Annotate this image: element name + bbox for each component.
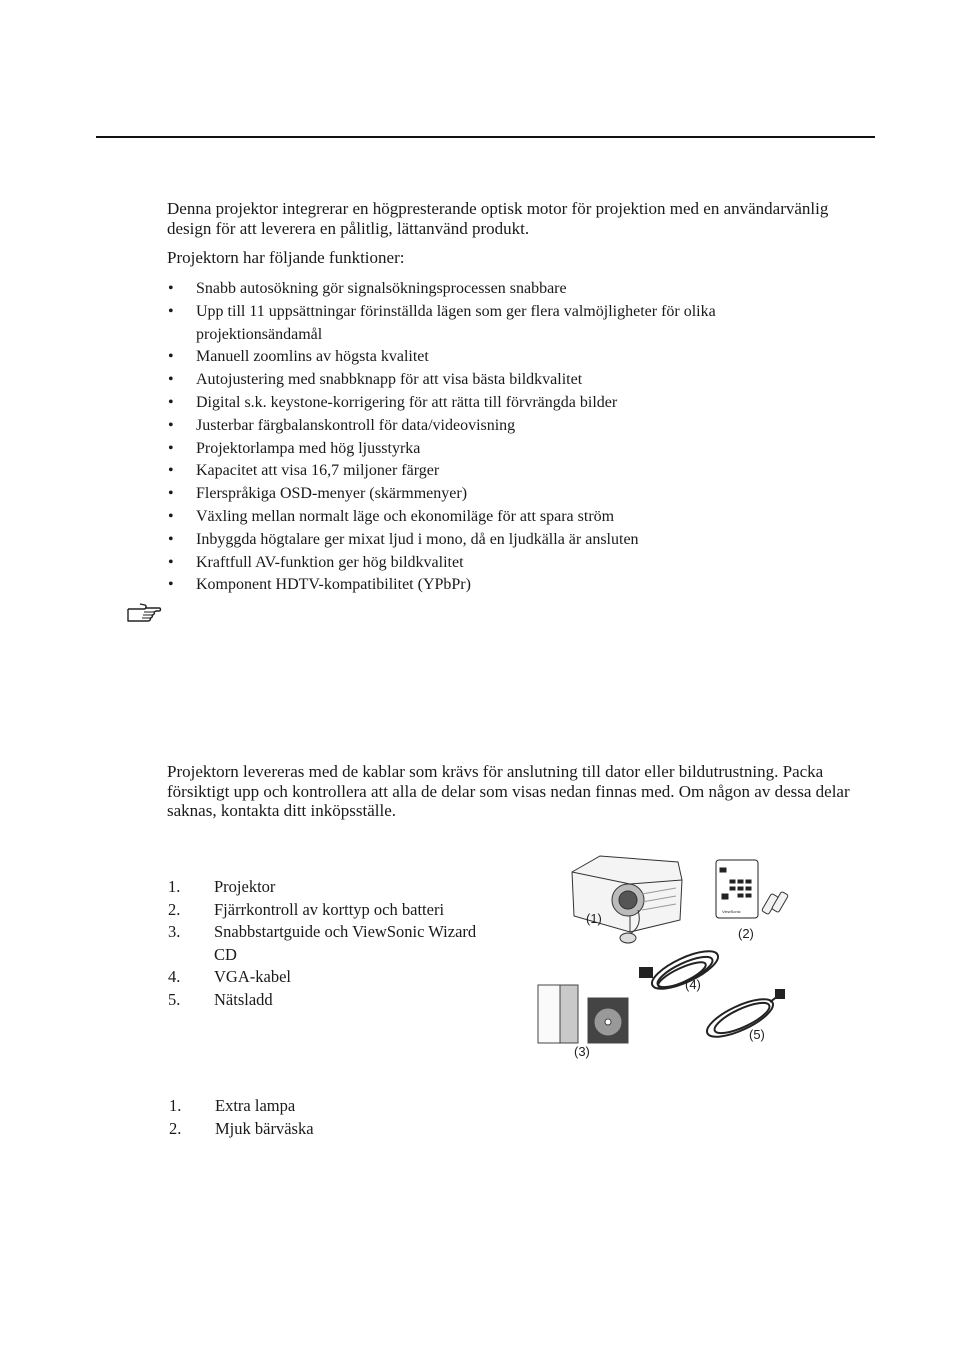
list-item: 3. Snabbstartguide och ViewSonic Wizard CD — [168, 922, 477, 964]
features-list — [167, 278, 817, 597]
projector-image — [572, 856, 682, 943]
list-item: 2. Mjuk bärväska — [169, 1118, 314, 1138]
caption-remote: (2) — [738, 926, 754, 941]
feature-item: • Flerspråkiga OSD-menyer (skärmmenyer) — [167, 483, 817, 506]
feature-item: • Komponent HDTV-kompatibilitet (YPbPr) — [167, 574, 817, 597]
list-item: 4. VGA-kabel — [168, 967, 291, 987]
list-item: 2. Fjärrkontroll av korttyp och batteri — [168, 899, 445, 919]
accessories-illustration — [530, 850, 815, 1070]
feature-item: • Autojustering med snabbknapp för att visa bästa bildkvalitet — [167, 369, 817, 392]
feature-item: • Upp till 11 uppsättningar förinställda lägen som ger flera valmöjligheter för olika projektionsändamål — [167, 301, 817, 347]
standard-accessories-list — [167, 876, 487, 1012]
pointing-hand-note-icon — [126, 601, 162, 623]
feature-item: • Kraftfull AV-funktion ger hög bildkvalitet — [167, 552, 817, 575]
feature-item: • Snabb autosökning gör signalsökningsprocessen snabbare — [167, 278, 817, 301]
vga-cable-image — [640, 944, 723, 996]
list-item: 1. Extra lampa — [169, 1096, 296, 1115]
feature-item: • Manuell zoomlins av högsta kvalitet — [167, 346, 817, 369]
feature-item: • Inbyggda högtalare ger mixat ljud i mono, då en ljudkälla är ansluten — [167, 529, 817, 552]
intro-paragraph: Denna projektor integrerar en högpresterande optisk motor för projektion med en användarvänlig design för att leverera en pålitlig, lättanvänd produkt. — [167, 199, 829, 238]
caption-vga-cable: (4) — [685, 977, 701, 992]
accessories-drawing — [530, 850, 815, 1070]
caption-power-cord: (5) — [749, 1027, 765, 1042]
header-rule — [96, 136, 875, 138]
feature-item: • Kapacitet att visa 16,7 miljoner färger — [167, 460, 817, 483]
list-item: 1. Projektor — [168, 877, 276, 896]
power-cord-image — [702, 990, 784, 1044]
svg-text:ViewSonic: ViewSonic — [722, 909, 741, 914]
feature-item: • Växling mellan normalt läge och ekonomiläge för att spara ström — [167, 506, 817, 529]
feature-item: • Digital s.k. keystone-korrigering för att rätta till förvrängda bilder — [167, 392, 817, 415]
remote-image — [716, 860, 758, 918]
caption-guide-cd: (3) — [574, 1044, 590, 1059]
battery-image — [762, 891, 789, 914]
list-item: 5. Nätsladd — [168, 989, 273, 1009]
features-lead: Projektorn har följande funktioner: — [167, 248, 405, 267]
feature-item: • Justerbar färgbalanskontroll för data/videovisning — [167, 415, 817, 438]
feature-item: • Projektorlampa med hög ljusstyrka — [167, 438, 817, 461]
package-paragraph: Projektorn levereras med de kablar som krävs för anslutning till dator eller bildutrustning. Packa försiktigt upp och kontrollera att alla de delar som visas nedan finnas med. Om någon av dessa delar saknas, kontakta ditt inköpsställe. — [167, 762, 850, 820]
caption-projector: (1) — [586, 911, 602, 926]
optional-accessories-list — [168, 1095, 488, 1140]
guide-cd-image — [538, 985, 628, 1043]
